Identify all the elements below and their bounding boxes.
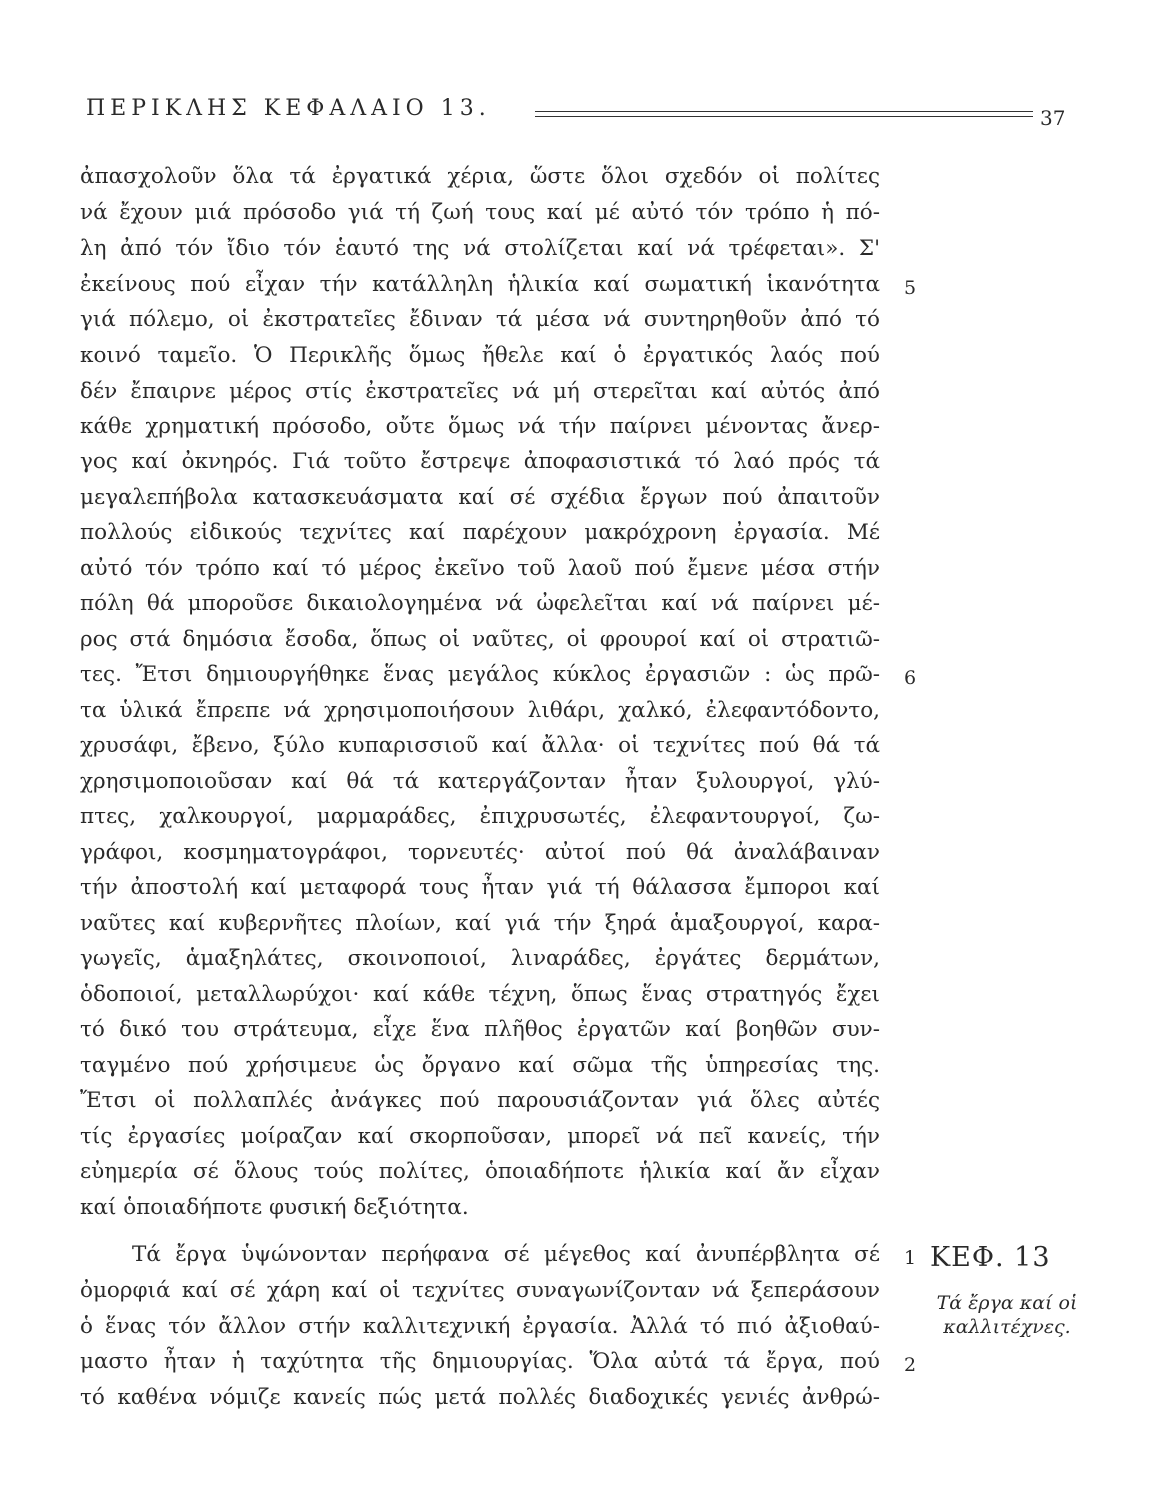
header-title: ΠΕΡΙΚΛΗΣ ΚΕΦΑΛΑΙΟ 13. (86, 96, 491, 121)
text-line: τα ὑλικά ἔπρεπε νά χρησιμοποιήσουν λιθάρι, χαλκό, ἐλεφαντόδοντο, (80, 698, 880, 723)
text-line: δέν ἔπαιρνε μέρος στίς ἐκστρατεῖες νά μή στερεῖται καί αὐτός ἀπό (80, 379, 880, 404)
line-number: 5 (904, 277, 917, 299)
chapter-heading: ΚΕΦ. 13 (930, 1242, 1051, 1273)
text-line: μαστο ἦταν ἡ ταχύτητα τῆς δημιουργίας. Ὅλα αὐτά τά ἔργα, πού (80, 1349, 880, 1374)
text-line: τες. Ἔτσι δημιουργήθηκε ἕνας μεγάλος κύκλος ἐργασιῶν : ὡς πρῶ- (80, 662, 880, 687)
text-line: χρυσάφι, ἔβενο, ξύλο κυπαρισσιοῦ καί ἄλλα· οἱ τεχνίτες πού θά τά (80, 733, 880, 758)
text-line: γωγεῖς, ἁμαξηλάτες, σκοινοποιοί, λιναράδες, ἐργάτες δερμάτων, (80, 946, 880, 971)
text-line: εὐημερία σέ ὅλους τούς πολίτες, ὁποιαδήποτε ἡλικία καί ἄν εἶχαν (80, 1159, 880, 1184)
text-line: ὀμορφιά καί σέ χάρη καί οἱ τεχνίτες συναγωνίζονταν νά ξεπεράσουν (80, 1278, 880, 1303)
text-line: Ἔτσι οἱ πολλαπλές ἀνάγκες πού παρουσιάζονταν γιά ὅλες αὐτές (80, 1088, 880, 1113)
text-line: κοινό ταμεῖο. Ὁ Περικλῆς ὅμως ἤθελε καί ὁ ἐργατικός λαός πού (80, 343, 880, 368)
text-line: αὐτό τόν τρόπο καί τό μέρος ἐκεῖνο τοῦ λαοῦ πού ἔμενε μέσα στήν (80, 556, 880, 581)
text-line: γος καί ὀκνηρός. Γιά τοῦτο ἔστρεψε ἀποφασιστικά τό λαό πρός τά (80, 449, 880, 474)
text-line: ἀπασχολοῦν ὅλα τά ἐργατικά χέρια, ὥστε ὅλοι σχεδόν οἱ πολίτες (80, 164, 880, 189)
text-line: ρος στά δημόσια ἔσοδα, ὅπως οἱ ναῦτες, οἱ φρουροί καί οἱ στρατιῶ- (80, 627, 880, 652)
text-line: τήν ἀποστολή καί μεταφορά τους ἦταν γιά τή θάλασσα ἔμποροι καί (80, 875, 880, 900)
line-number: 6 (904, 667, 917, 689)
text-line: καί ὁποιαδήποτε φυσική δεξιότητα. (80, 1195, 469, 1220)
text-line: ὁ ἕνας τόν ἄλλον στήν καλλιτεχνική ἐργασία. Ἀλλά τό πιό ἀξιοθαύ- (80, 1314, 880, 1339)
text-line: Τά ἔργα ὑψώνονταν περήφανα σέ μέγεθος καί ἀνυπέρβλητα σέ (132, 1242, 880, 1267)
text-line: τό δικό του στράτευμα, εἶχε ἕνα πλῆθος ἐργατῶν καί βοηθῶν συν- (80, 1017, 880, 1042)
text-line: μεγαλεπήβολα κατασκευάσματα καί σέ σχέδια ἔργων πού ἀπαιτοῦν (80, 485, 880, 510)
line-number: 1 (904, 1247, 917, 1269)
text-line: γιά πόλεμο, οἱ ἐκστρατεῖες ἔδιναν τά μέσα νά συντηρηθοῦν ἀπό τό (80, 307, 880, 332)
line-number: 2 (904, 1354, 917, 1376)
text-line: ταγμένο πού χρήσιμευε ὡς ὄργανο καί σῶμα τῆς ὑπηρεσίας της. (80, 1053, 880, 1078)
text-line: πτες, χαλκουργοί, μαρμαράδες, ἐπιχρυσωτές, ἐλεφαντουργοί, ζω- (80, 804, 880, 829)
text-line: πόλη θά μποροῦσε δικαιολογημένα νά ὠφελεῖται καί νά παίρνει μέ- (80, 591, 880, 616)
text-line: νά ἔχουν μιά πρόσοδο γιά τή ζωή τους καί μέ αὐτό τόν τρόπο ἡ πό- (80, 200, 880, 225)
chapter-subtitle: Τά ἔργα καί οἱ (936, 1292, 1078, 1314)
text-line: ἐκείνους πού εἶχαν τήν κατάλληλη ἡλικία καί σωματική ἱκανότητα (80, 272, 880, 297)
text-line: γράφοι, κοσμηματογράφοι, τορνευτές· αὐτοί πού θά ἀναλάβαιναν (80, 840, 880, 865)
text-line: τίς ἐργασίες μοίραζαν καί σκορποῦσαν, μπορεῖ νά πεῖ κανείς, τήν (80, 1124, 880, 1149)
header-rule (535, 111, 1033, 117)
text-line: λη ἀπό τόν ἴδιο τόν ἑαυτό της νά στολίζεται καί νά τρέφεται». Σ' (80, 236, 880, 261)
text-line: πολλούς εἰδικούς τεχνίτες καί παρέχουν μακρόχρονη ἐργασία. Μέ (80, 520, 880, 545)
text-line: χρησιμοποιοῦσαν καί θά τά κατεργάζονταν ἦταν ξυλουργοί, γλύ- (80, 769, 880, 794)
page-number: 37 (1040, 106, 1066, 130)
text-line: ναῦτες καί κυβερνῆτες πλοίων, καί γιά τήν ξηρά ἁμαξουργοί, καρα- (80, 911, 880, 936)
text-line: κάθε χρηματική πρόσοδο, οὔτε ὅμως νά τήν παίρνει μένοντας ἄνερ- (80, 414, 880, 439)
text-line: ὁδοποιοί, μεταλλωρύχοι· καί κάθε τέχνη, ὅπως ἕνας στρατηγός ἔχει (80, 982, 880, 1007)
text-line: τό καθένα νόμιζε κανείς πώς μετά πολλές διαδοχικές γενιές ἀνθρώ- (80, 1385, 880, 1410)
chapter-subtitle: καλλιτέχνες. (943, 1316, 1071, 1338)
